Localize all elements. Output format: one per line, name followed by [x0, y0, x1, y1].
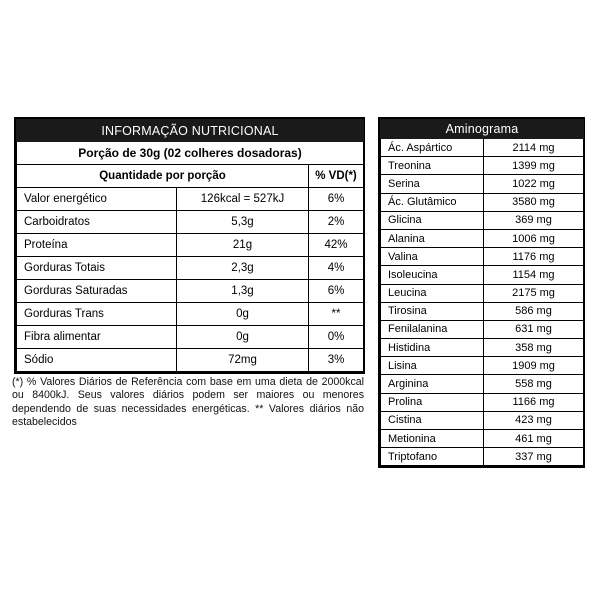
- amino-acid-name: Histidina: [381, 339, 484, 357]
- table-row: [381, 139, 584, 157]
- table-row: [381, 302, 584, 320]
- amino-acid-amount: 358 mg: [484, 339, 584, 357]
- nutrition-title-row: [17, 120, 364, 142]
- daily-values-footnote: (*) % Valores Diários de Referência com base em uma dieta de 2000kcal ou 8400kJ. Seus valores diários podem ser maiores ou menores dependendo de suas necessidades energéticas. ** Valores diários não estabelecidos: [12, 376, 364, 429]
- amino-acid-amount: 631 mg: [484, 320, 584, 338]
- table-row: [381, 266, 584, 284]
- nutrient-name: Proteína: [17, 234, 177, 257]
- amino-acid-name: Glicina: [381, 211, 484, 229]
- table-row: [381, 357, 584, 375]
- nutrient-amount: 2,3g: [177, 257, 309, 280]
- nutrient-name: Carboidratos: [17, 211, 177, 234]
- nutrient-daily-value: 6%: [309, 280, 364, 303]
- amino-acid-name: Arginina: [381, 375, 484, 393]
- amino-acid-name: Cistina: [381, 411, 484, 429]
- amino-acid-name: Prolina: [381, 393, 484, 411]
- nutrient-amount: 126kcal = 527kJ: [177, 188, 309, 211]
- nutrient-daily-value: **: [309, 303, 364, 326]
- table-row: [381, 211, 584, 229]
- portion-row: [17, 142, 364, 165]
- nutrition-table-body: [17, 120, 364, 372]
- nutrient-amount: 1,3g: [177, 280, 309, 303]
- table-row: [381, 375, 584, 393]
- nutrition-column-header-row: [17, 165, 364, 188]
- table-row: [381, 411, 584, 429]
- amino-acid-name: Isoleucina: [381, 266, 484, 284]
- table-row: [381, 175, 584, 193]
- amino-acid-name: Treonina: [381, 157, 484, 175]
- nutrient-amount: 0g: [177, 303, 309, 326]
- amino-acid-amount: 1909 mg: [484, 357, 584, 375]
- table-row: [381, 339, 584, 357]
- nutrient-amount: 0g: [177, 326, 309, 349]
- aminogram-table: [378, 117, 585, 468]
- table-row: [17, 257, 364, 280]
- table-row: [381, 229, 584, 247]
- nutrient-amount: 21g: [177, 234, 309, 257]
- portion-text: Porção de 30g (02 colheres dosadoras): [17, 142, 364, 165]
- nutrition-title: INFORMAÇÃO NUTRICIONAL: [17, 120, 364, 142]
- table-row: [17, 188, 364, 211]
- table-row: [381, 284, 584, 302]
- amino-acid-name: Tirosina: [381, 302, 484, 320]
- amino-acid-amount: 1399 mg: [484, 157, 584, 175]
- table-row: [381, 320, 584, 338]
- amino-acid-amount: 337 mg: [484, 448, 584, 466]
- nutrient-name: Fibra alimentar: [17, 326, 177, 349]
- nutrient-amount: 5,3g: [177, 211, 309, 234]
- table-row: [381, 448, 584, 466]
- table-row: [381, 193, 584, 211]
- amino-acid-name: Leucina: [381, 284, 484, 302]
- table-row: [17, 303, 364, 326]
- amino-acid-name: Ác. Glutâmico: [381, 193, 484, 211]
- amino-acid-amount: 461 mg: [484, 430, 584, 448]
- amino-table: [380, 119, 584, 466]
- nutrient-daily-value: 6%: [309, 188, 364, 211]
- amino-acid-amount: 1006 mg: [484, 229, 584, 247]
- nutrient-name: Valor energético: [17, 188, 177, 211]
- table-row: [381, 157, 584, 175]
- table-row: [17, 326, 364, 349]
- table-row: [381, 393, 584, 411]
- nutrient-daily-value: 3%: [309, 349, 364, 372]
- amino-acid-name: Serina: [381, 175, 484, 193]
- nutrient-daily-value: 0%: [309, 326, 364, 349]
- amino-acid-name: Fenilalanina: [381, 320, 484, 338]
- amino-acid-amount: 1176 mg: [484, 248, 584, 266]
- table-row: [17, 234, 364, 257]
- amino-acid-amount: 558 mg: [484, 375, 584, 393]
- amino-acid-amount: 369 mg: [484, 211, 584, 229]
- nutrient-daily-value: 2%: [309, 211, 364, 234]
- amino-acid-name: Lisina: [381, 357, 484, 375]
- column-header-vd: % VD(*): [309, 165, 364, 188]
- amino-acid-name: Metionina: [381, 430, 484, 448]
- aminogram-title-row: [381, 120, 584, 139]
- amino-acid-name: Alanina: [381, 229, 484, 247]
- column-header-amount: Quantidade por porção: [17, 165, 309, 188]
- table-row: [17, 211, 364, 234]
- table-row: [17, 280, 364, 303]
- nutrient-name: Gorduras Saturadas: [17, 280, 177, 303]
- amino-acid-amount: 1154 mg: [484, 266, 584, 284]
- amino-acid-name: Valina: [381, 248, 484, 266]
- nutrient-amount: 72mg: [177, 349, 309, 372]
- table-row: [381, 430, 584, 448]
- amino-acid-amount: 1166 mg: [484, 393, 584, 411]
- amino-acid-amount: 2114 mg: [484, 139, 584, 157]
- nutrient-daily-value: 42%: [309, 234, 364, 257]
- table-row: [381, 248, 584, 266]
- nutrient-daily-value: 4%: [309, 257, 364, 280]
- amino-acid-name: Triptofano: [381, 448, 484, 466]
- amino-table-body: [381, 120, 584, 466]
- nutrition-facts-table: [14, 117, 365, 374]
- nutrition-table: [16, 119, 364, 372]
- amino-acid-amount: 3580 mg: [484, 193, 584, 211]
- amino-acid-name: Ác. Aspártico: [381, 139, 484, 157]
- amino-acid-amount: 423 mg: [484, 411, 584, 429]
- table-row: [17, 349, 364, 372]
- amino-acid-amount: 1022 mg: [484, 175, 584, 193]
- amino-acid-amount: 2175 mg: [484, 284, 584, 302]
- amino-acid-amount: 586 mg: [484, 302, 584, 320]
- nutrient-name: Sódio: [17, 349, 177, 372]
- nutrient-name: Gorduras Trans: [17, 303, 177, 326]
- nutrient-name: Gorduras Totais: [17, 257, 177, 280]
- aminogram-title: Aminograma: [381, 120, 584, 139]
